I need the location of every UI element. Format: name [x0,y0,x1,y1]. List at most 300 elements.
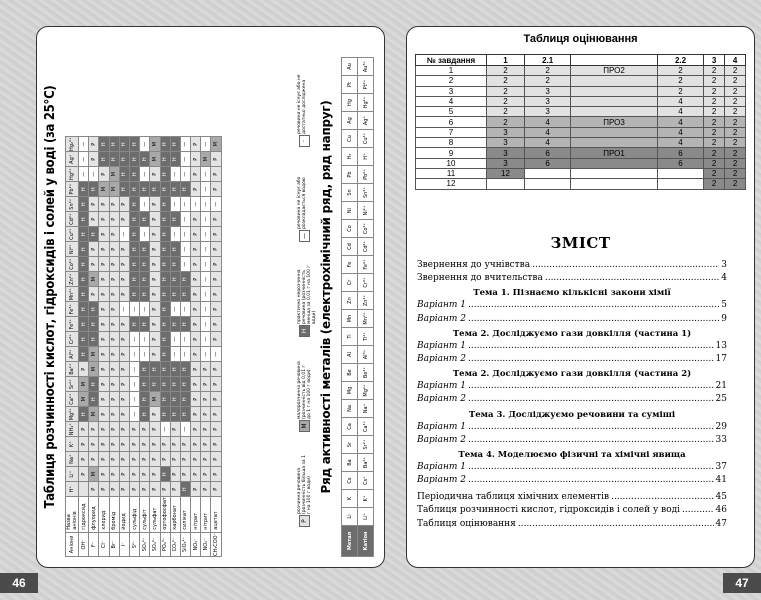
metal-cell: Ag [342,112,358,130]
solubility-cell: — [140,347,150,362]
solubility-cell: М [150,392,160,407]
grading-cell: 2 [704,148,725,158]
cation-header: Sn²⁺ [66,197,79,212]
solubility-cell: Р [99,287,109,302]
cation-header: Al³⁺ [66,347,79,362]
anion-formula: S²⁻ [129,532,139,556]
metal-cell: Zn [342,292,358,310]
cation-cell: Be²⁺ [358,364,374,382]
solubility-cell: Н [140,182,150,197]
solubility-cell: М [201,152,211,167]
solubility-cell: Р [99,197,109,212]
solubility-cell: М [211,137,221,152]
solubility-cell: Р [109,422,119,437]
solubility-cell: Р [170,437,180,452]
grading-cell: 4 [524,127,570,137]
solubility-header-row [66,137,79,557]
toc-entry-title: Варіант 1 [417,381,467,392]
contents-title: ЗМІСТ [550,234,611,252]
metal-row-label: Метал [342,526,358,557]
solubility-cell: Р [150,227,160,242]
solubility-cell: Н [89,332,99,347]
solubility-cell: Н [79,302,89,317]
solubility-cell: Р [129,482,139,497]
grading-cell: 2 [704,127,725,137]
cation-cell: Ni²⁺ [358,202,374,220]
solubility-cell: Р [150,197,160,212]
solubility-cell: Н [89,377,99,392]
solubility-cell: — [140,332,150,347]
solubility-cell: Р [119,332,129,347]
anion-name: хлорид [99,497,109,533]
grading-cell [657,179,703,189]
solubility-row [180,137,190,557]
page-number-right: 47 [723,573,761,593]
solubility-cell: Н [160,137,170,152]
toc-dot-leader [468,394,714,404]
toc-entry-title: Варіант 1 [417,300,467,311]
metal-cell: Ni [342,202,358,220]
toc-entry[interactable] [417,354,727,367]
toc-entry-title: Варіант 1 [417,461,467,472]
grading-cell: 2 [725,127,746,137]
solubility-cell: Н [180,287,190,302]
solubility-cell: — [140,167,150,182]
toc-dot-leader [468,354,714,364]
solubility-cell: Н [160,287,170,302]
cation-row-label: Катіон [358,526,374,557]
toc-entry[interactable] [417,300,727,313]
grading-cell: 4 [524,138,570,148]
toc-entry-title: Варіант 2 [417,353,467,364]
grading-cell: 2 [725,158,746,168]
anion-formula: NO₂⁻ [201,532,211,556]
solubility-cell: Р [150,422,160,437]
solubility-cell: Р [191,242,201,257]
solubility-cell: — [180,212,190,227]
solubility-cell: — [201,167,211,182]
grading-cell: 6 [657,158,703,168]
solubility-cell: Н [170,362,180,377]
grading-cell: 4 [657,117,703,127]
solubility-cell: Н [129,137,139,152]
toc-entry[interactable] [417,475,727,488]
solubility-cell: Р [211,167,221,182]
solubility-cell: Р [119,287,129,302]
toc-entry[interactable] [417,519,727,532]
solubility-cell: Р [79,452,89,467]
toc-entry[interactable] [417,314,727,327]
toc-entry[interactable] [417,341,727,354]
metal-cell: H₂ [342,148,358,166]
solubility-cell: — [180,302,190,317]
solubility-cell: Р [99,452,109,467]
solubility-cell: Р [109,257,119,272]
solubility-cell: — [180,137,190,152]
cation-cell: Al³⁺ [358,346,374,364]
solubility-row [109,137,119,557]
solubility-cell: Р [99,437,109,452]
solubility-cell: Н [180,362,190,377]
grading-cell: 2 [704,117,725,127]
solubility-cell: — [180,347,190,362]
solubility-cell: Н [170,272,180,287]
anion-name: ацетат [211,497,221,533]
legend-text: речовина не існує або розкладається водою [297,176,307,229]
anion-formula: CH₃COO⁻ [211,532,221,556]
solubility-cell: Р [89,197,99,212]
toc-entry[interactable] [417,435,727,448]
solubility-cell: Н [140,287,150,302]
solubility-cell: Н [170,242,180,257]
solubility-cell: Р [180,452,190,467]
toc-dot-leader [518,519,714,529]
solubility-cell: Р [191,152,201,167]
cation-header: Ba²⁺ [66,362,79,377]
solubility-cell: Н [150,377,160,392]
solubility-cell: Р [150,302,160,317]
solubility-cell: Н [160,377,170,392]
cation-cell: Hg²⁺ [358,94,374,112]
grading-header: № завдання [416,55,487,66]
solubility-cell: Р [129,452,139,467]
toc-page-number: 25 [715,394,727,405]
toc-dot-leader [468,435,714,445]
grading-cell: 2 [487,66,525,76]
solubility-cell: — [140,302,150,317]
cation-header: K⁺ [66,437,79,452]
solubility-cell: Н [129,317,139,332]
solubility-cell: Р [211,392,221,407]
solubility-cell: — [89,167,99,182]
solubility-cell: — [79,167,89,182]
solubility-cell: Р [89,437,99,452]
solubility-cell: Н [79,212,89,227]
grading-row [416,158,746,168]
task-number: 9 [416,148,487,158]
grading-cell [571,158,657,168]
solubility-row [129,137,139,557]
grading-cell: 2 [704,66,725,76]
cation-header: Fe³⁺ [66,302,79,317]
anion-name: нітрат [191,497,201,533]
cation-header: Na⁺ [66,452,79,467]
grading-cell: 2 [704,179,725,189]
grading-cell: 4 [657,107,703,117]
metal-cell: Fe [342,256,358,274]
grading-cell: 6 [524,148,570,158]
solubility-row [201,137,211,557]
solubility-cell: Р [170,467,180,482]
cation-cell: Na⁺ [358,400,374,418]
solubility-cell: Р [191,377,201,392]
solubility-cell: Р [129,437,139,452]
solubility-cell: Р [99,242,109,257]
toc-entry-title: Таблиця розчинності кислот, гідроксидів і солей у воді [417,505,681,516]
solubility-cell: — [201,287,211,302]
legend-swatch: М [299,420,310,432]
solubility-cell: Н [79,227,89,242]
task-number: 1 [416,66,487,76]
grading-cell: 3 [524,107,570,117]
toc-entry[interactable] [417,394,727,407]
solubility-cell: Н [180,482,190,497]
rotated-reference-tables [37,27,384,567]
solubility-cell: Н [170,182,180,197]
cation-cell: Ag⁺ [358,112,374,130]
solubility-cell: Р [191,437,201,452]
toc-entry[interactable] [417,462,727,475]
metal-cell: Be [342,364,358,382]
anion-formula: OH⁻ [79,532,89,556]
toc-dot-leader [468,462,714,472]
toc-entry-title: Варіант 2 [417,434,467,445]
cation-header: Cu²⁺ [66,227,79,242]
solubility-cell: — [170,347,180,362]
solubility-cell: Р [99,362,109,377]
toc-page-number: 33 [715,434,727,445]
solubility-cell: Р [99,302,109,317]
anion-name: йодид [119,497,129,533]
solubility-table [65,136,222,557]
cation-cell: H⁺ [358,148,374,166]
solubility-cell: Р [211,182,221,197]
solubility-cell: Р [79,422,89,437]
cation-header: Li⁺ [66,467,79,482]
solubility-cell: — [119,227,129,242]
grading-cell [524,168,570,178]
anion-formula: Cl⁻ [99,532,109,556]
solubility-cell: Р [211,242,221,257]
cation-header: Hg₂²⁺ [66,137,79,152]
solubility-cell: Н [180,407,190,422]
cation-cell: K⁺ [358,490,374,508]
solubility-cell: Р [99,377,109,392]
solubility-cell: Р [89,242,99,257]
solubility-cell: Р [140,452,150,467]
solubility-cell: Р [191,257,201,272]
solubility-row [150,137,160,557]
solubility-cell: Н [119,167,129,182]
grading-row [416,117,746,127]
solubility-cell: Н [180,182,190,197]
solubility-cell: — [201,272,211,287]
toc-dot-leader [468,314,719,324]
legend-swatch: Р [299,515,310,527]
solubility-cell: Р [109,287,119,302]
grading-cell: 3 [487,158,525,168]
solubility-cell: Р [109,197,119,212]
solubility-cell: — [201,347,211,362]
solubility-cell: Н [160,347,170,362]
solubility-cell: Р [211,377,221,392]
solubility-cell: — [180,332,190,347]
cation-header: Pb²⁺ [66,182,79,197]
cation-header: Mg²⁺ [66,407,79,422]
solubility-cell: Р [119,197,129,212]
grading-cell: 3 [487,127,525,137]
toc-page-number: 41 [715,475,727,486]
solubility-cell: — [180,422,190,437]
task-number: 5 [416,107,487,117]
task-number: 8 [416,138,487,148]
toc-entry-title: Варіант 2 [417,475,467,486]
cation-header: Mn²⁺ [66,287,79,302]
toc-page-number: 9 [721,313,727,324]
solubility-cell: — [201,257,211,272]
grading-cell [487,179,525,189]
solubility-cell: — [119,302,129,317]
solubility-cell: — [140,137,150,152]
grading-cell [571,86,657,96]
solubility-cell: Р [119,257,129,272]
solubility-cell: Р [160,452,170,467]
solubility-cell: Р [211,407,221,422]
metal-cell: Cd [342,238,358,256]
solubility-cell: Р [89,257,99,272]
solubility-cell: Р [99,317,109,332]
solubility-cell: Р [191,362,201,377]
solubility-cell: Н [140,362,150,377]
task-number: 2 [416,76,487,86]
toc-entry[interactable] [417,492,727,505]
solubility-cell: Р [140,482,150,497]
metal-cell: Na [342,400,358,418]
solubility-cell: Н [150,182,160,197]
solubility-cell: Р [89,482,99,497]
grading-cell: 3 [487,138,525,148]
solubility-cell: Р [150,167,160,182]
solubility-cell: Р [109,437,119,452]
grading-header [571,55,657,66]
grading-cell: ПРО2 [571,66,657,76]
solubility-row [140,137,150,557]
toc-page-number: 3 [721,260,727,270]
toc-entry[interactable] [417,273,727,286]
solubility-cell: Р [191,272,201,287]
grading-cell [571,138,657,148]
anion-name: ортофосфат [160,497,170,533]
solubility-cell: Р [119,317,129,332]
solubility-cell: Н [140,317,150,332]
solubility-cell: Н [129,197,139,212]
solubility-cell: — [129,332,139,347]
legend-swatch: · [299,135,310,147]
anion-name: гідроксид [79,497,89,533]
solubility-cell: Р [191,182,201,197]
solubility-cell: Р [119,347,129,362]
solubility-cell: Р [150,242,160,257]
solubility-cell: Р [99,272,109,287]
solubility-row [79,137,89,557]
cation-cell: Ti²⁺ [358,328,374,346]
solubility-cell: — [201,197,211,212]
solubility-cell: Р [99,392,109,407]
grading-cell: 2 [725,86,746,96]
task-number: 12 [416,179,487,189]
solubility-cell: — [180,197,190,212]
grading-cell [571,168,657,178]
solubility-row [89,137,99,557]
solubility-cell: Р [109,377,119,392]
solubility-cell: Р [119,392,129,407]
solubility-cell: Н [160,392,170,407]
activity-metal-row [342,58,358,557]
solubility-cell: Н [79,197,89,212]
solubility-cell: Р [119,377,129,392]
solubility-row [119,137,129,557]
solubility-cell: Р [201,392,211,407]
grading-cell: 2 [524,66,570,76]
grading-cell: 4 [657,127,703,137]
solubility-cell: Р [211,452,221,467]
task-number: 11 [416,168,487,178]
solubility-cell: — [191,197,201,212]
solubility-cell: Р [150,332,160,347]
solubility-cell: Р [109,452,119,467]
solubility-cell: Р [191,302,201,317]
toc-entry[interactable] [417,505,727,518]
grading-cell: 2 [524,76,570,86]
solubility-cell: Н [170,137,180,152]
solubility-cell: Р [109,212,119,227]
header-name: Назва аніонів [66,497,79,533]
grading-cell: 12 [487,168,525,178]
task-number: 7 [416,127,487,137]
solubility-cell: Н [89,227,99,242]
task-number: 10 [416,158,487,168]
solubility-cell: Н [89,182,99,197]
solubility-cell: — [201,302,211,317]
solubility-cell: Р [150,212,160,227]
grading-cell: 3 [524,86,570,96]
grading-cell: 4 [657,138,703,148]
grading-header: 2.1 [524,55,570,66]
activity-series-title: Ряд активності металів (електрохімічний ряд, ряд напруг) [319,100,333,494]
metal-cell: Hg [342,94,358,112]
toc-entry[interactable] [417,422,727,435]
solubility-cell: Р [99,227,109,242]
solubility-cell: Н [170,257,180,272]
grading-cell: 2 [725,76,746,86]
solubility-cell: Н [160,242,170,257]
solubility-cell: Н [160,302,170,317]
grading-cell: 2 [657,76,703,86]
cation-header: Co²⁺ [66,257,79,272]
legend-text: речовина не існує або не достатньо досліджена [297,74,307,134]
solubility-cell: Н [99,137,109,152]
solubility-cell: Р [109,302,119,317]
grading-row [416,168,746,178]
solubility-cell: Р [191,212,201,227]
solubility-cell: Н [160,257,170,272]
toc-entry[interactable] [417,260,727,273]
grading-cell: 2 [487,96,525,106]
metal-cell: K [342,490,358,508]
toc-page-number: 45 [715,492,727,503]
solubility-row [99,137,109,557]
solubility-cell: Н [79,407,89,422]
solubility-cell: Р [140,422,150,437]
toc-entry[interactable] [417,381,727,394]
solubility-cell: Р [211,332,221,347]
solubility-cell: Н [160,317,170,332]
solubility-cell: Р [201,362,211,377]
solubility-cell: Н [170,407,180,422]
solubility-cell: Р [89,137,99,152]
solubility-cell: Р [191,422,201,437]
solubility-cell: Р [150,407,160,422]
